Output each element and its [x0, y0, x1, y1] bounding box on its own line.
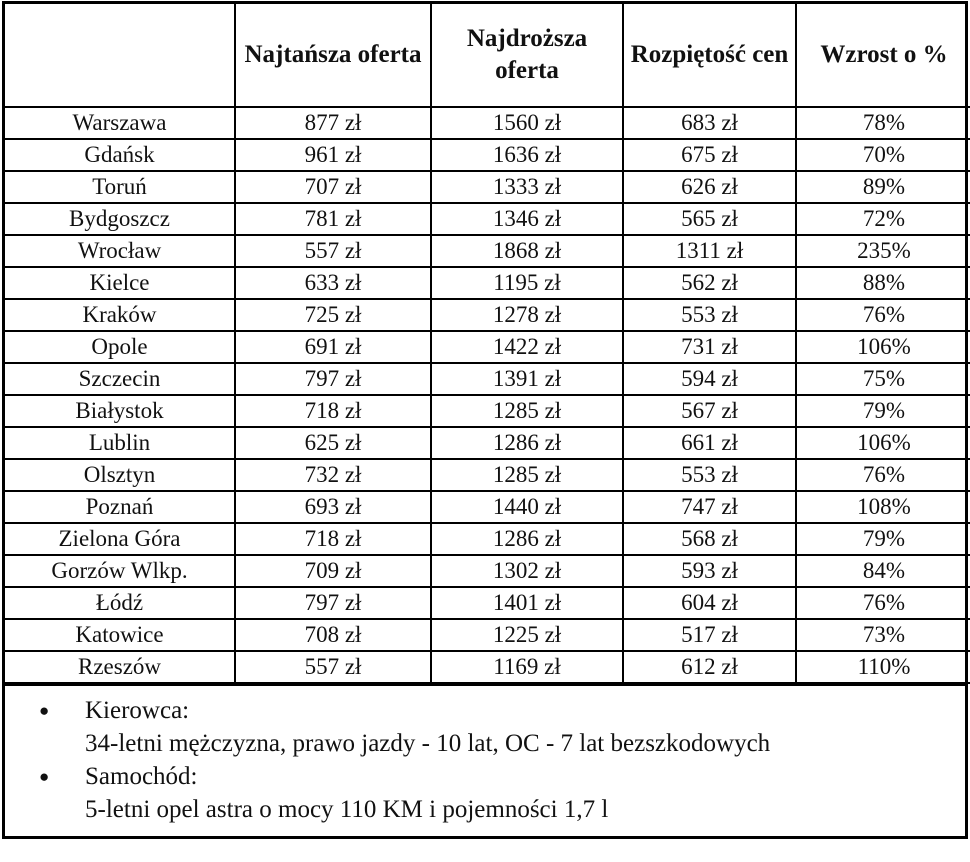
growth-percent-cell: 72%	[796, 203, 970, 235]
city-cell: Opole	[5, 331, 235, 363]
table-row	[5, 107, 970, 139]
cheapest-offer-cell: 797 zł	[235, 363, 431, 395]
table-row	[5, 555, 970, 587]
cheapest-offer-cell: 797 zł	[235, 587, 431, 619]
city-cell: Gdańsk	[5, 139, 235, 171]
most-expensive-offer-cell: 1560 zł	[431, 107, 623, 139]
cheapest-offer-cell: 707 zł	[235, 171, 431, 203]
cheapest-offer-cell: 557 zł	[235, 235, 431, 267]
most-expensive-offer-cell: 1225 zł	[431, 619, 623, 651]
bullet-icon: ●	[39, 767, 50, 786]
price-range-cell: 517 zł	[623, 619, 796, 651]
city-cell: Toruń	[5, 171, 235, 203]
table-row	[5, 523, 970, 555]
city-cell: Szczecin	[5, 363, 235, 395]
growth-percent-cell: 76%	[796, 587, 970, 619]
most-expensive-offer-cell: 1868 zł	[431, 235, 623, 267]
price-range-cell: 553 zł	[623, 299, 796, 331]
cheapest-offer-cell: 961 zł	[235, 139, 431, 171]
growth-percent-cell: 106%	[796, 331, 970, 363]
oc-price-comparison-table	[5, 4, 970, 684]
table-row	[5, 139, 970, 171]
cheapest-offer-cell: 718 zł	[235, 395, 431, 427]
footnotes-section	[5, 684, 965, 836]
city-cell: Rzeszów	[5, 651, 235, 683]
cheapest-offer-cell: 625 zł	[235, 427, 431, 459]
table-row	[5, 267, 970, 299]
city-cell: Lublin	[5, 427, 235, 459]
most-expensive-offer-cell: 1401 zł	[431, 587, 623, 619]
table-row	[5, 459, 970, 491]
city-cell: Warszawa	[5, 107, 235, 139]
city-cell: Kielce	[5, 267, 235, 299]
column-header-growth-percent: Wzrost o %	[796, 4, 970, 107]
most-expensive-offer-cell: 1391 zł	[431, 363, 623, 395]
price-range-cell: 594 zł	[623, 363, 796, 395]
growth-percent-cell: 75%	[796, 363, 970, 395]
most-expensive-offer-cell: 1278 zł	[431, 299, 623, 331]
cheapest-offer-cell: 709 zł	[235, 555, 431, 587]
table-row	[5, 203, 970, 235]
table-row	[5, 587, 970, 619]
cheapest-offer-cell: 693 zł	[235, 491, 431, 523]
price-range-cell: 747 zł	[623, 491, 796, 523]
most-expensive-offer-cell: 1195 zł	[431, 267, 623, 299]
growth-percent-cell: 89%	[796, 171, 970, 203]
price-range-cell: 1311 zł	[623, 235, 796, 267]
cheapest-offer-cell: 781 zł	[235, 203, 431, 235]
table-row	[5, 651, 970, 683]
price-range-cell: 553 zł	[623, 459, 796, 491]
table-row	[5, 235, 970, 267]
cheapest-offer-cell: 557 zł	[235, 651, 431, 683]
table-row	[5, 619, 970, 651]
table-row	[5, 299, 970, 331]
cheapest-offer-cell: 732 zł	[235, 459, 431, 491]
table-row	[5, 331, 970, 363]
most-expensive-offer-cell: 1286 zł	[431, 523, 623, 555]
city-cell: Olsztyn	[5, 459, 235, 491]
growth-percent-cell: 79%	[796, 395, 970, 427]
footnote-driver	[5, 694, 957, 760]
column-header-city	[5, 4, 235, 107]
price-range-cell: 565 zł	[623, 203, 796, 235]
growth-percent-cell: 76%	[796, 459, 970, 491]
city-cell: Łódź	[5, 587, 235, 619]
most-expensive-offer-cell: 1440 zł	[431, 491, 623, 523]
growth-percent-cell: 110%	[796, 651, 970, 683]
price-range-cell: 675 zł	[623, 139, 796, 171]
price-range-cell: 568 zł	[623, 523, 796, 555]
cheapest-offer-cell: 708 zł	[235, 619, 431, 651]
cheapest-offer-cell: 691 zł	[235, 331, 431, 363]
most-expensive-offer-cell: 1285 zł	[431, 395, 623, 427]
price-range-cell: 593 zł	[623, 555, 796, 587]
column-header-cheapest-offer: Najtańsza oferta	[235, 4, 431, 107]
bullet-icon: ●	[39, 701, 50, 720]
growth-percent-cell: 88%	[796, 267, 970, 299]
table-row	[5, 395, 970, 427]
table-row	[5, 427, 970, 459]
price-range-cell: 731 zł	[623, 331, 796, 363]
cheapest-offer-cell: 877 zł	[235, 107, 431, 139]
price-range-cell: 612 zł	[623, 651, 796, 683]
growth-percent-cell: 76%	[796, 299, 970, 331]
price-range-cell: 604 zł	[623, 587, 796, 619]
table-frame	[2, 1, 968, 839]
growth-percent-cell: 70%	[796, 139, 970, 171]
growth-percent-cell: 78%	[796, 107, 970, 139]
footnote-driver-label: Kierowca:	[85, 697, 190, 724]
growth-percent-cell: 73%	[796, 619, 970, 651]
city-cell: Katowice	[5, 619, 235, 651]
most-expensive-offer-cell: 1286 zł	[431, 427, 623, 459]
header-row	[5, 4, 970, 107]
price-range-cell: 626 zł	[623, 171, 796, 203]
most-expensive-offer-cell: 1422 zł	[431, 331, 623, 363]
city-cell: Zielona Góra	[5, 523, 235, 555]
column-header-price-range: Rozpiętość cen	[623, 4, 796, 107]
price-range-cell: 683 zł	[623, 107, 796, 139]
growth-percent-cell: 106%	[796, 427, 970, 459]
column-header-most-expensive-offer: Najdroższa oferta	[431, 4, 623, 107]
table-row	[5, 491, 970, 523]
table-row	[5, 363, 970, 395]
city-cell: Wrocław	[5, 235, 235, 267]
most-expensive-offer-cell: 1346 zł	[431, 203, 623, 235]
cheapest-offer-cell: 725 zł	[235, 299, 431, 331]
city-cell: Poznań	[5, 491, 235, 523]
table-row	[5, 171, 970, 203]
growth-percent-cell: 79%	[796, 523, 970, 555]
price-range-cell: 567 zł	[623, 395, 796, 427]
city-cell: Bydgoszcz	[5, 203, 235, 235]
footnote-car-detail: 5-letni opel astra o mocy 110 KM i pojemności 1,7 l	[85, 796, 609, 823]
most-expensive-offer-cell: 1302 zł	[431, 555, 623, 587]
most-expensive-offer-cell: 1636 zł	[431, 139, 623, 171]
footnote-driver-detail: 34-letni mężczyzna, prawo jazdy - 10 lat, OC - 7 lat bezszkodowych	[85, 730, 771, 757]
cheapest-offer-cell: 633 zł	[235, 267, 431, 299]
growth-percent-cell: 108%	[796, 491, 970, 523]
footnote-car-label: Samochód:	[85, 763, 198, 790]
most-expensive-offer-cell: 1169 zł	[431, 651, 623, 683]
price-range-cell: 661 zł	[623, 427, 796, 459]
most-expensive-offer-cell: 1285 zł	[431, 459, 623, 491]
cheapest-offer-cell: 718 zł	[235, 523, 431, 555]
price-range-cell: 562 zł	[623, 267, 796, 299]
most-expensive-offer-cell: 1333 zł	[431, 171, 623, 203]
city-cell: Białystok	[5, 395, 235, 427]
footnote-car	[5, 760, 957, 826]
city-cell: Gorzów Wlkp.	[5, 555, 235, 587]
growth-percent-cell: 235%	[796, 235, 970, 267]
city-cell: Kraków	[5, 299, 235, 331]
growth-percent-cell: 84%	[796, 555, 970, 587]
